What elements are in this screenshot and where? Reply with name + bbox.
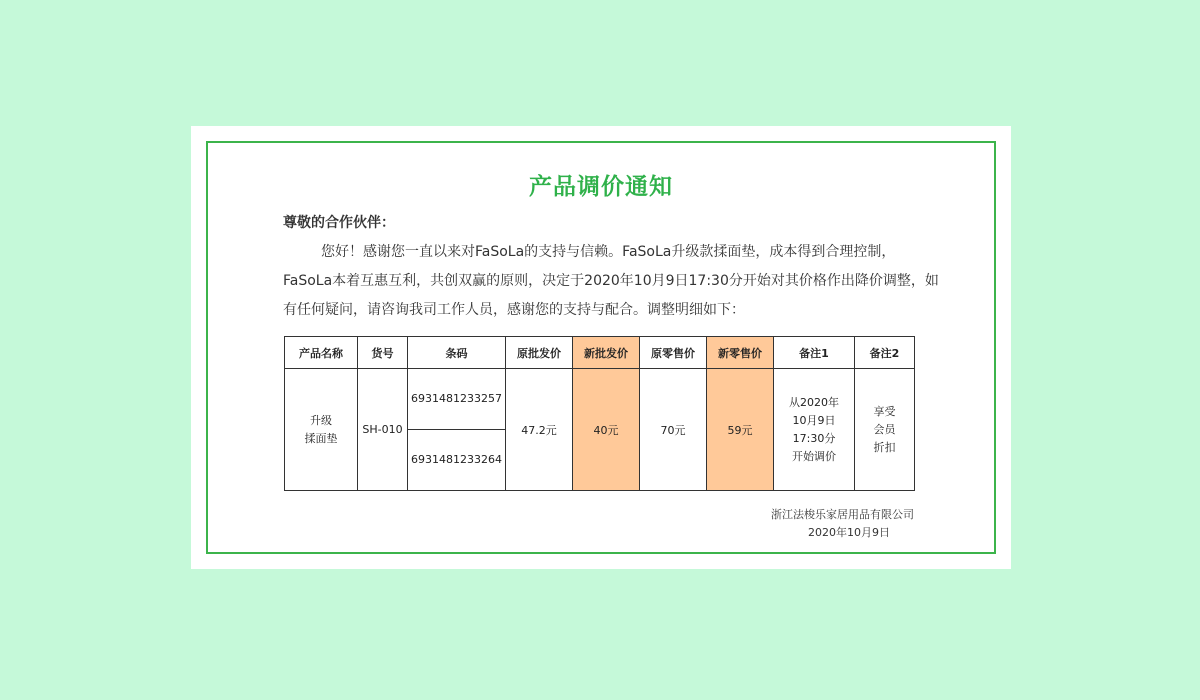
barcode-2: 6931481233264 <box>411 453 502 466</box>
header-new-wholesale: 新批发价 <box>573 337 640 369</box>
header-sku: 货号 <box>358 337 408 369</box>
header-new-retail: 新零售价 <box>707 337 774 369</box>
cell-product-name: 升级 揉面垫 <box>285 369 358 491</box>
header-remark1: 备注1 <box>774 337 855 369</box>
notice-card <box>191 126 1011 569</box>
cell-old-wholesale: 47.2元 <box>506 369 573 491</box>
cell-new-retail: 59元 <box>707 369 774 491</box>
cell-new-wholesale: 40元 <box>573 369 640 491</box>
header-old-wholesale: 原批发价 <box>506 337 573 369</box>
price-table <box>284 336 915 491</box>
cell-sku: SH-010 <box>358 369 408 491</box>
cell-remark2: 享受 会员 折扣 <box>855 369 915 491</box>
header-remark2: 备注2 <box>855 337 915 369</box>
notice-paragraph-text: 您好！感谢您一直以来对FaSoLa的支持与信赖。FaSoLa升级款揉面垫，成本得到合理控制，FaSoLa本着互惠互利，共创双赢的原则，决定于2020年10月9日17:30分开始对其价格作出降价调整，如有任何疑问，请咨询我司工作人员，感谢您的支持与配合。调整明细如下： <box>283 244 939 318</box>
greeting: 尊敬的合作伙伴： <box>283 215 395 231</box>
cell-barcodes <box>408 369 506 491</box>
barcode-1: 6931481233257 <box>408 369 505 430</box>
cell-remark1: 从2020年 10月9日 17:30分 开始调价 <box>774 369 855 491</box>
notice-title: 产品调价通知 <box>529 174 673 200</box>
header-old-retail: 原零售价 <box>640 337 707 369</box>
notice-paragraph <box>283 238 943 325</box>
notice-date: 2020年10月9日 <box>808 526 890 539</box>
table-row <box>285 369 915 491</box>
header-product-name: 产品名称 <box>285 337 358 369</box>
header-barcode: 条码 <box>408 337 506 369</box>
price-table-header-row <box>285 337 915 369</box>
cell-old-retail: 70元 <box>640 369 707 491</box>
company-name: 浙江法梭乐家居用品有限公司 <box>771 508 914 521</box>
